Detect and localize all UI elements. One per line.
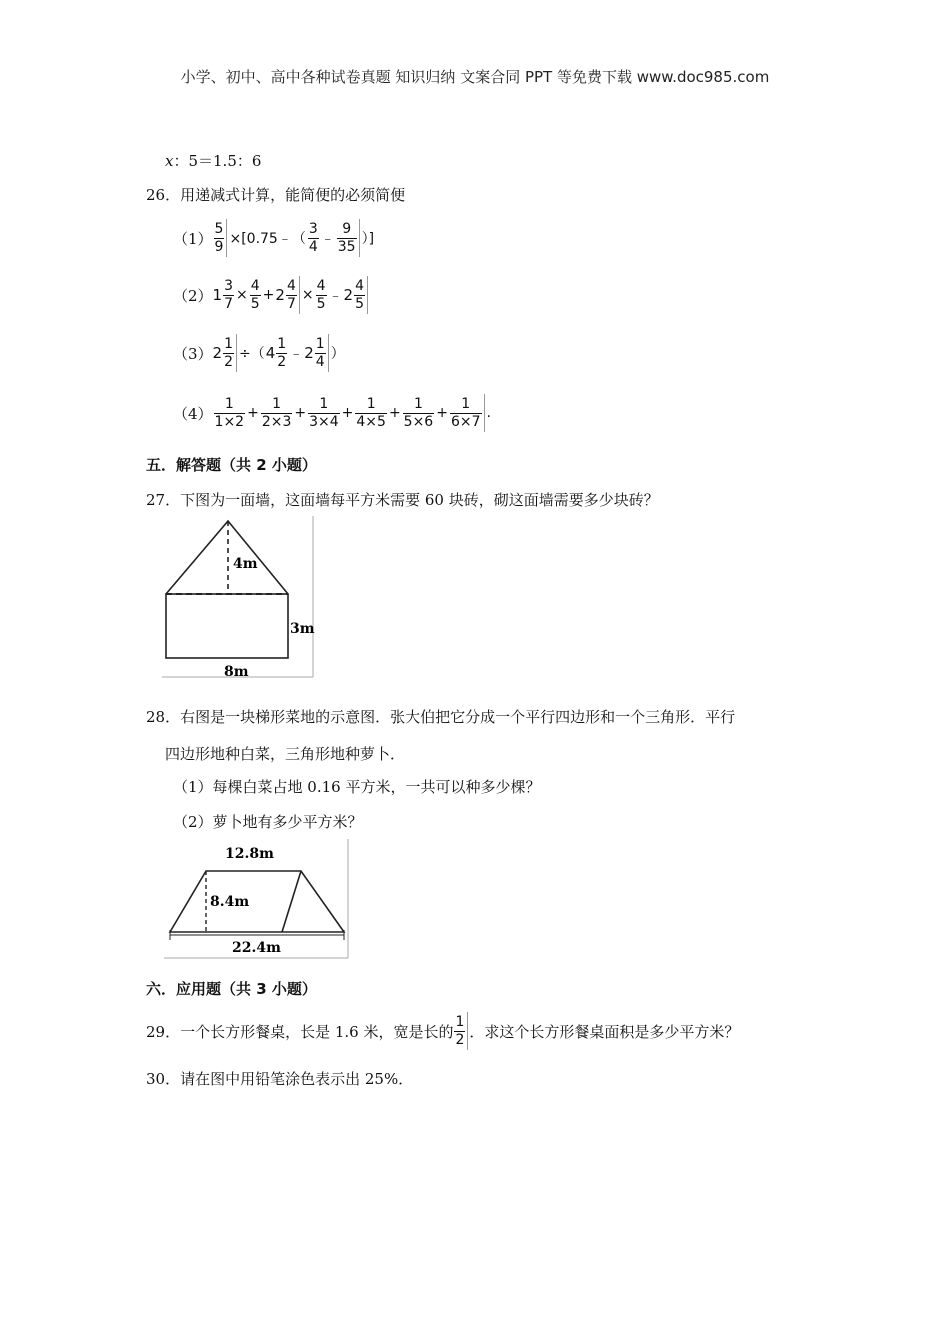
numerator: 1 xyxy=(319,395,329,412)
numerator: 1 xyxy=(461,395,471,412)
fraction xyxy=(250,278,261,313)
label-top: 12.8m xyxy=(225,846,274,862)
q29-text-after: ．求这个长方形餐桌面积是多少平方米？ xyxy=(469,1022,740,1041)
fraction xyxy=(315,336,326,371)
divider-mark xyxy=(467,1012,468,1050)
part-label: （2） xyxy=(173,286,213,305)
fraction xyxy=(403,396,435,431)
divider-mark xyxy=(236,334,237,372)
divider-mark xyxy=(484,394,485,432)
part-label: （3） xyxy=(173,344,213,363)
denominator: 2 xyxy=(224,353,234,370)
operator: × xyxy=(301,287,314,303)
q26-part2 xyxy=(173,276,369,314)
expr-text: ×[0.75﹣（ xyxy=(229,231,306,247)
part-label: （4） xyxy=(173,404,213,423)
label-height: 8.4m xyxy=(210,894,250,910)
divider-mark xyxy=(359,219,360,257)
q26-part3 xyxy=(173,334,346,372)
divider-mark xyxy=(328,334,329,372)
expr-text: ）] xyxy=(361,231,375,247)
fraction xyxy=(454,1014,465,1049)
denominator: 6×7 xyxy=(450,413,481,430)
numerator: 4 xyxy=(286,277,296,294)
operator: + xyxy=(388,405,401,421)
trapezoid-diagram xyxy=(164,839,352,961)
operator: + xyxy=(262,287,275,303)
numerator: 1 xyxy=(277,335,287,352)
label-base: 8m xyxy=(224,664,249,680)
numerator: 1 xyxy=(366,395,376,412)
q30-text: 30．请在图中用铅笔涂色表示出 25%． xyxy=(146,1070,414,1088)
q26-part4 xyxy=(173,394,492,432)
q28-line1: 28．右图是一块梯形菜地的示意图．张大伯把它分成一个平行四边形和一个三角形．平行 xyxy=(146,708,736,726)
numerator: 1 xyxy=(224,395,234,412)
numerator: 5 xyxy=(214,220,224,237)
numerator: 9 xyxy=(342,220,352,237)
roof-triangle xyxy=(166,521,288,594)
divider-line xyxy=(282,871,301,932)
fraction xyxy=(355,396,387,431)
denominator: 7 xyxy=(286,295,296,312)
section6-heading: 六．应用题（共 3 小题） xyxy=(146,980,317,998)
section5-heading: 五．解答题（共 2 小题） xyxy=(146,456,317,474)
denominator: 4 xyxy=(308,238,318,255)
whole-number: 2 xyxy=(212,344,223,362)
denominator: 3×4 xyxy=(309,413,339,430)
divider-mark xyxy=(299,276,300,314)
q28-sub1: （1）每棵白菜占地 0.16 平方米，一共可以种多少棵？ xyxy=(173,778,541,796)
q29-text-before: 29．一个长方形餐桌，长是 1.6 米，宽是长的 xyxy=(146,1022,454,1041)
q27-text: 27．下图为一面墙，这面墙每平方米需要 60 块砖，砌这面墙需要多少块砖？ xyxy=(146,491,659,509)
denominator: 9 xyxy=(214,238,224,255)
denominator: 2 xyxy=(455,1031,465,1048)
divider-mark xyxy=(226,219,227,257)
numerator: 1 xyxy=(272,395,282,412)
expr-text: . xyxy=(486,405,491,421)
fraction xyxy=(223,278,234,313)
denominator: 5×6 xyxy=(403,413,434,430)
wall-rectangle xyxy=(166,594,288,658)
fraction xyxy=(308,221,319,256)
operator: × xyxy=(236,287,248,303)
page-header: 小学、初中、高中各种试卷真题 知识归纳 文案合同 PPT 等免费下载 www.doc985.com xyxy=(180,68,770,86)
variable-x: x xyxy=(165,152,174,170)
whole-number: 2 xyxy=(304,344,314,362)
fraction xyxy=(214,221,225,256)
divider-mark xyxy=(367,276,368,314)
operator: ﹣ xyxy=(320,231,335,247)
fraction xyxy=(337,221,357,256)
numerator: 4 xyxy=(355,277,364,294)
numerator: 1 xyxy=(455,1013,465,1030)
denominator: 5 xyxy=(316,295,326,312)
label-side: 3m xyxy=(290,621,315,637)
trapezoid-shape xyxy=(170,871,344,932)
numerator: 3 xyxy=(308,220,318,237)
fraction xyxy=(214,396,246,431)
numerator: 1 xyxy=(413,395,423,412)
fraction xyxy=(450,396,482,431)
whole-number: 1 xyxy=(212,286,223,304)
label-base: 22.4m xyxy=(232,940,281,956)
label-height: 4m xyxy=(233,556,258,572)
q29-text xyxy=(146,1012,739,1050)
q28-line2: 四边形地种白菜，三角形地种萝卜． xyxy=(165,745,406,763)
numerator: 4 xyxy=(316,277,326,294)
part-label: （1） xyxy=(173,229,213,248)
numerator: 1 xyxy=(224,335,234,352)
operator: ﹣ xyxy=(289,346,304,362)
expr-text: ÷（ xyxy=(239,346,265,362)
fraction xyxy=(308,396,340,431)
numerator: 1 xyxy=(315,335,325,352)
fraction xyxy=(276,336,287,371)
whole-number: 4 xyxy=(265,344,276,362)
denominator: 4 xyxy=(315,353,325,370)
q28-sub2: （2）萝卜地有多少平方米？ xyxy=(173,813,363,831)
expr-text: ） xyxy=(330,346,345,362)
fraction xyxy=(261,396,293,431)
fraction xyxy=(286,278,297,313)
q26-title: 26．用递减式计算，能简便的必须简便 xyxy=(146,186,406,204)
denominator: 35 xyxy=(337,238,356,255)
fraction xyxy=(223,336,234,371)
denominator: 4×5 xyxy=(356,413,386,430)
q26-part1 xyxy=(173,219,375,257)
numerator: 4 xyxy=(250,277,260,294)
fraction xyxy=(316,278,327,313)
denominator: 7 xyxy=(224,295,234,312)
whole-number: 2 xyxy=(275,286,285,304)
denominator: 2 xyxy=(277,353,287,370)
proportion-rest: ：5＝1.5：6 xyxy=(173,152,262,170)
denominator: 2×3 xyxy=(261,413,292,430)
operator: + xyxy=(294,405,307,421)
proportion-equation xyxy=(165,150,261,171)
denominator: 1×2 xyxy=(214,413,245,430)
operator: + xyxy=(436,405,448,421)
operator: + xyxy=(341,405,354,421)
whole-number: 2 xyxy=(343,286,354,304)
denominator: 5 xyxy=(355,295,364,312)
operator: + xyxy=(247,405,259,421)
numerator: 3 xyxy=(224,277,234,294)
denominator: 5 xyxy=(250,295,260,312)
fraction xyxy=(354,278,365,313)
operator: ﹣ xyxy=(328,288,343,304)
wall-diagram xyxy=(162,516,317,680)
